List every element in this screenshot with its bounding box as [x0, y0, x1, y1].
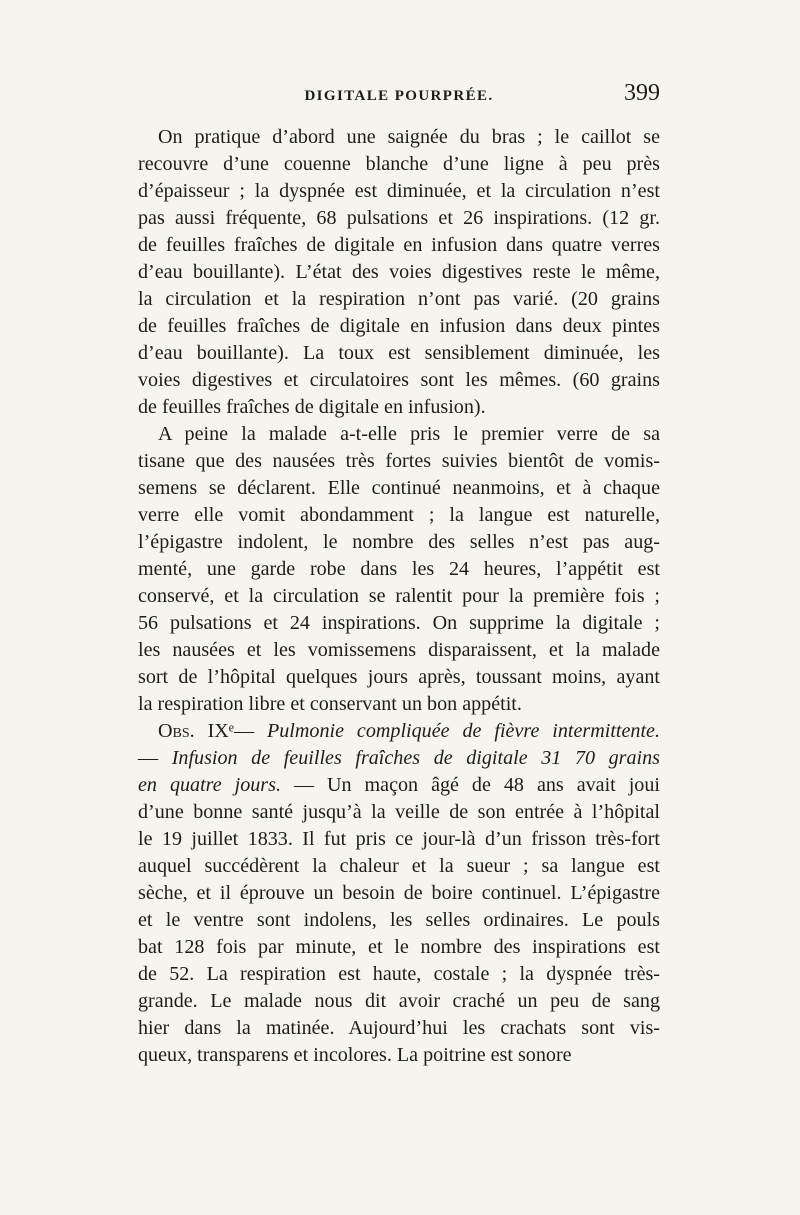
text-line [138, 421, 660, 448]
text-run: Pulmonie compliquée de fièvre intermittente. [266, 720, 660, 742]
text-run: queux, transparens et incolores. La poitrine est sonore [138, 1044, 572, 1066]
text-line [138, 259, 660, 286]
text-run: — Un maçon âgé de 48 ans avait joui [280, 774, 660, 796]
text-line [138, 691, 660, 718]
text-run: tisane que des nausées très fortes suivies bientôt de vomis- [138, 450, 660, 472]
text-line [138, 394, 660, 421]
text-run: auquel succédèrent la chaleur et la sueur ; sa langue est [138, 855, 660, 877]
text-line [138, 313, 660, 340]
text-run: recouvre d’une couenne blanche d’une ligne à peu près [138, 153, 660, 175]
text-run: — [233, 720, 267, 742]
text-run: la respiration libre et conservant un bon appétit. [138, 693, 522, 715]
text-line [138, 583, 660, 610]
text-line [138, 988, 660, 1015]
text-line [138, 124, 660, 151]
text-run: l’épigastre indolent, le nombre des selles n’est pas aug- [138, 531, 660, 553]
text-line [138, 826, 660, 853]
text-line [138, 853, 660, 880]
text-run: les nausées et les vomissemens disparaissent, et la malade [138, 639, 660, 661]
page-number: 399 [624, 80, 660, 106]
text-run: le 19 juillet 1833. Il fut pris ce jour-là d’un frisson très-fort [138, 828, 660, 850]
text-run: d’épaisseur ; la dyspnée est diminuée, et la circulation n’est [138, 180, 660, 202]
text-run: de 52. La respiration est haute, costale ; la dyspnée très- [138, 963, 660, 985]
text-line [138, 799, 660, 826]
text-line [138, 502, 660, 529]
text-line [138, 664, 660, 691]
text-line [138, 475, 660, 502]
text-line [138, 745, 660, 772]
text-line [138, 151, 660, 178]
text-run: conservé, et la circulation se ralentit pour la première fois ; [138, 585, 660, 607]
text-line [138, 205, 660, 232]
text-line [138, 772, 660, 799]
paragraph [138, 124, 660, 421]
paragraph [138, 421, 660, 718]
body-text [138, 124, 660, 1069]
text-line [138, 286, 660, 313]
text-line [138, 961, 660, 988]
text-line [138, 340, 660, 367]
text-run: en quatre jours. [138, 774, 281, 796]
text-line [138, 907, 660, 934]
text-line [138, 448, 660, 475]
text-run: semens se déclarent. Elle continué neanmoins, et à chaque [138, 477, 660, 499]
text-run: de feuilles fraîches de digitale en infusion). [138, 396, 486, 418]
text-run: d’eau bouillante). La toux est sensiblement diminuée, les [138, 342, 660, 364]
text-run: sèche, et il éprouve un besoin de boire continuel. L’épigastre [138, 882, 660, 904]
text-run: 56 pulsations et 24 inspirations. On supprime la digitale ; [138, 612, 660, 634]
text-line [138, 610, 660, 637]
text-line [138, 232, 660, 259]
text-line [138, 1042, 660, 1069]
text-run: grande. Le malade nous dit avoir craché un peu de sang [138, 990, 660, 1012]
text-run: hier dans la matinée. Aujourd’hui les crachats sont vis- [138, 1017, 660, 1039]
text-run: Obs. IXᵉ [158, 720, 234, 742]
text-run: menté, une garde robe dans les 24 heures, l’appétit est [138, 558, 660, 580]
text-line [138, 367, 660, 394]
page-header [138, 74, 660, 114]
text-line [138, 934, 660, 961]
text-run: Infusion de feuilles fraîches de digitale 31 70 grains [171, 747, 660, 769]
paragraph [138, 718, 660, 1069]
text-line [138, 880, 660, 907]
text-run: On pratique d’abord une saignée du bras ; le caillot se [158, 126, 660, 148]
text-run: A peine la malade a-t-elle pris le premier verre de sa [158, 423, 660, 445]
text-run: de feuilles fraîches de digitale en infusion dans deux pintes [138, 315, 660, 337]
text-run: d’eau bouillante). L’état des voies digestives reste le même, [138, 261, 660, 283]
text-run: sort de l’hôpital quelques jours après, toussant moins, ayant [138, 666, 660, 688]
text-run: verre elle vomit abondamment ; la langue est naturelle, [138, 504, 660, 526]
text-line [138, 718, 660, 745]
text-run: — [138, 747, 172, 769]
text-run: bat 128 fois par minute, et le nombre des inspirations est [138, 936, 660, 958]
running-title: DIGITALE POURPRÉE. [304, 88, 494, 104]
text-line [138, 178, 660, 205]
text-run: et le ventre sont indolens, les selles ordinaires. Le pouls [138, 909, 660, 931]
text-run: de feuilles fraîches de digitale en infusion dans quatre verres [138, 234, 660, 256]
text-line [138, 556, 660, 583]
text-run: pas aussi fréquente, 68 pulsations et 26 inspirations. (12 gr. [138, 207, 660, 229]
text-run: d’une bonne santé jusqu’à la veille de son entrée à l’hôpital [138, 801, 660, 823]
text-line [138, 1015, 660, 1042]
text-line [138, 637, 660, 664]
text-run: la circulation et la respiration n’ont pas varié. (20 grains [138, 288, 660, 310]
text-line [138, 529, 660, 556]
text-run: voies digestives et circulatoires sont les mêmes. (60 grains [138, 369, 660, 391]
